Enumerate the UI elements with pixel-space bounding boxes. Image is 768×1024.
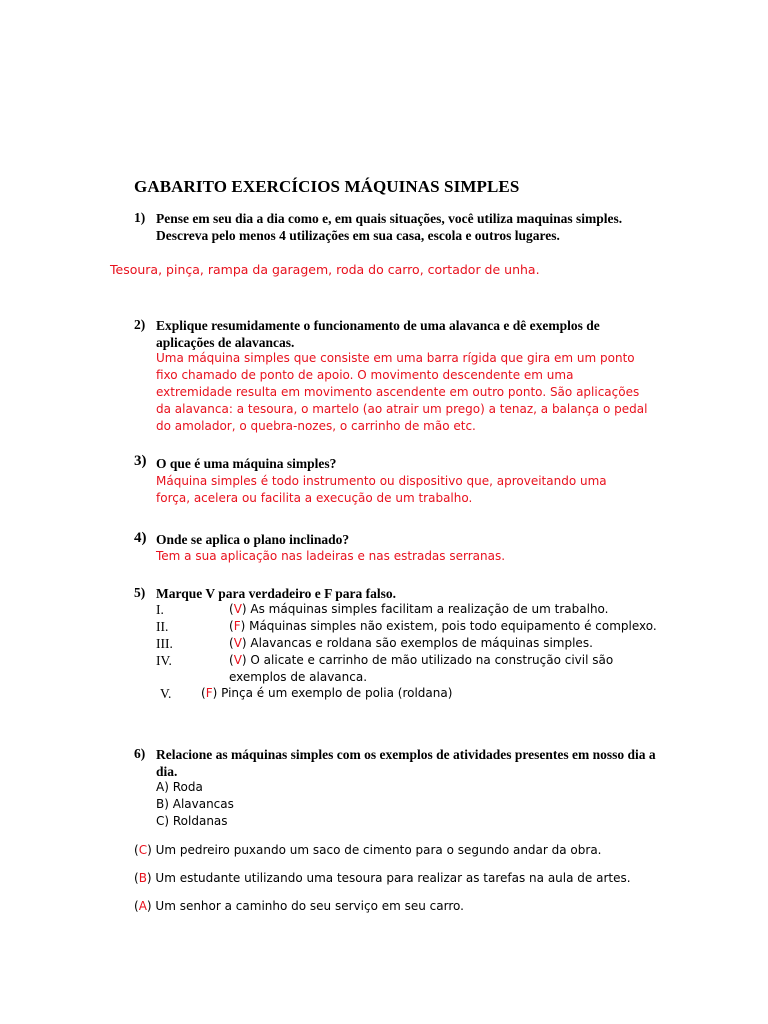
match-3: (A) Um senhor a caminho do seu serviço em seu carro. bbox=[134, 899, 464, 913]
question-3-number: 3) bbox=[134, 453, 147, 469]
tf-item-4-mark: V bbox=[233, 653, 242, 667]
match-1-text: Um pedreiro puxando um saco de cimento para o segundo andar da obra. bbox=[155, 843, 602, 857]
tf-item-3: (V) Alavancas e roldana são exemplos de máquinas simples. bbox=[229, 636, 593, 650]
tf-item-3-roman: III. bbox=[156, 636, 173, 651]
tf-item-3-mark: V bbox=[233, 636, 242, 650]
question-1-answer: Tesoura, pinça, rampa da garagem, roda do carro, cortador de unha. bbox=[110, 262, 540, 277]
question-2-answer: Uma máquina simples que consiste em uma barra rígida que gira em um ponto fixo chamado de ponto de apoio. O movimento descendente em uma extremidade resulta em movimento ascendente em outro ponto. São aplicações da alavanca: a tesoura, o martelo (ao atrair um prego) a tenaz, a balança o pedal do amolador, o quebra-nozes, o carrinho de mão etc. bbox=[156, 351, 648, 433]
question-2-text: Explique resumidamente o funcionamento de uma alavanca e dê exemplos de aplicações de alavancas. bbox=[156, 318, 600, 350]
match-3-mark: A bbox=[138, 899, 147, 913]
tf-item-2-text: Máquinas simples não existem, pois todo equipamento é complexo. bbox=[249, 619, 657, 633]
tf-item-2-roman: II. bbox=[156, 619, 169, 634]
option-c: C) Roldanas bbox=[156, 814, 228, 828]
question-3-answer: Máquina simples é todo instrumento ou dispositivo que, aproveitando uma força, acelera ou facilita a execução de um trabalho. bbox=[156, 474, 607, 505]
question-2-number: 2) bbox=[134, 317, 146, 332]
tf-item-2-mark: F bbox=[233, 619, 241, 633]
tf-item-1-roman: I. bbox=[156, 602, 164, 617]
question-6-text: Relacione as máquinas simples com os exemplos de atividades presentes em nosso dia a dia. bbox=[156, 747, 656, 779]
match-3-text: Um senhor a caminho do seu serviço em seu carro. bbox=[155, 899, 464, 913]
tf-item-4: (V) O alicate e carrinho de mão utilizado na construção civil são exemplos de alavanca. bbox=[229, 653, 614, 684]
question-5-text: Marque V para verdadeiro e F para falso. bbox=[156, 586, 396, 601]
tf-item-5-text: Pinça é um exemplo de polia (roldana) bbox=[221, 686, 453, 700]
tf-item-5: (F) Pinça é um exemplo de polia (roldana) bbox=[201, 686, 453, 700]
question-5-number: 5) bbox=[134, 585, 146, 600]
option-a: A) Roda bbox=[156, 780, 203, 794]
page-title: GABARITO EXERCÍCIOS MÁQUINAS SIMPLES bbox=[134, 177, 520, 196]
question-4-text: Onde se aplica o plano inclinado? bbox=[156, 532, 350, 547]
match-2: (B) Um estudante utilizando uma tesoura para realizar as tarefas na aula de artes. bbox=[134, 871, 631, 885]
match-1-mark: C bbox=[138, 843, 148, 857]
question-1-text: Pense em seu dia a dia como e, em quais situações, você utiliza maquinas simples. Descreva pelo menos 4 utilizações em sua casa, escola e outros lugares. bbox=[156, 211, 623, 243]
tf-item-4-text: O alicate e carrinho de mão utilizado na construção civil são exemplos de alavanca. bbox=[229, 653, 614, 684]
tf-item-5-mark: F bbox=[205, 686, 213, 700]
match-1: (C) Um pedreiro puxando um saco de cimento para o segundo andar da obra. bbox=[134, 843, 602, 857]
tf-item-1: (V) As máquinas simples facilitam a realização de um trabalho. bbox=[229, 602, 609, 616]
option-b: B) Alavancas bbox=[156, 797, 234, 811]
question-6-number: 6) bbox=[134, 746, 146, 761]
question-4-answer: Tem a sua aplicação nas ladeiras e nas estradas serranas. bbox=[156, 549, 506, 563]
question-3-text: O que é uma máquina simples? bbox=[156, 456, 337, 471]
tf-item-3-text: Alavancas e roldana são exemplos de máquinas simples. bbox=[250, 636, 593, 650]
question-4-number: 4) bbox=[134, 530, 147, 546]
tf-item-2: (F) Máquinas simples não existem, pois todo equipamento é complexo. bbox=[229, 619, 657, 633]
question-1-number: 1) bbox=[134, 210, 146, 225]
tf-item-1-mark: V bbox=[233, 602, 242, 616]
tf-item-1-text: As máquinas simples facilitam a realização de um trabalho. bbox=[250, 602, 609, 616]
match-2-text: Um estudante utilizando uma tesoura para realizar as tarefas na aula de artes. bbox=[155, 871, 631, 885]
tf-item-4-roman: IV. bbox=[156, 653, 172, 668]
tf-item-5-roman: V. bbox=[160, 686, 172, 701]
match-2-mark: B bbox=[138, 871, 147, 885]
